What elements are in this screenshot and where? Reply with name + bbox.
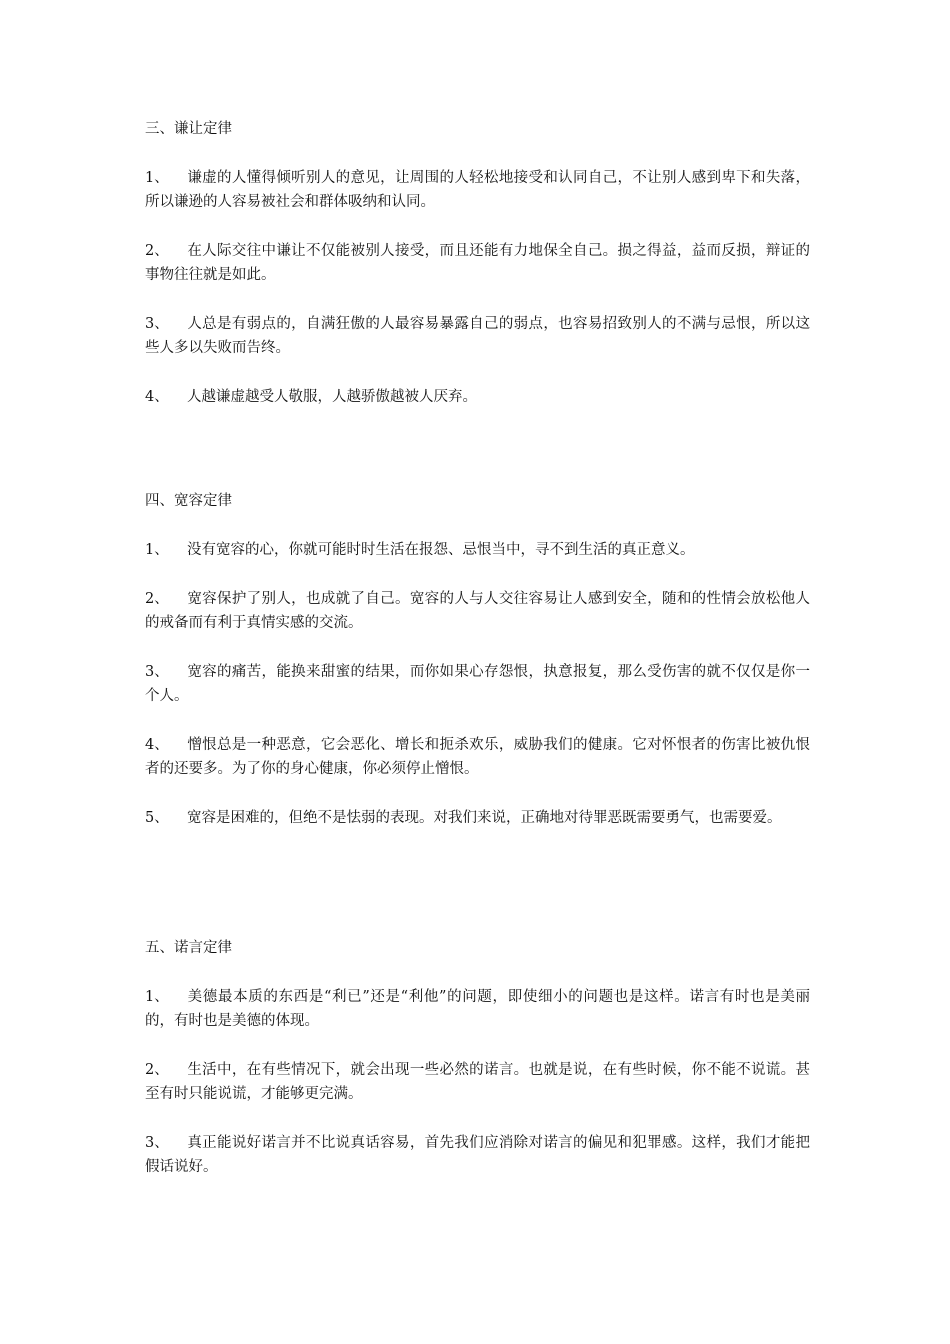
list-item xyxy=(145,587,810,635)
item-text: 宽容的痛苦，能换来甜蜜的结果，而你如果心存怨恨，执意报复，那么受伤害的就不仅仅是你一个人。 xyxy=(145,664,810,704)
list-item xyxy=(145,312,810,360)
item-text: 谦虚的人懂得倾听别人的意见，让周围的人轻松地接受和认同自己，不让别人感到卑下和失落，所以谦逊的人容易被社会和群体吸纳和认同。 xyxy=(145,170,810,210)
item-number: 5、 xyxy=(145,810,169,826)
item-text: 真正能说好诺言并不比说真话容易，首先我们应消除对诺言的偏见和犯罪感。这样，我们才能把假话说好。 xyxy=(145,1135,810,1175)
section-heading: 五、诺言定律 xyxy=(145,940,232,956)
section-heading: 三、谦让定律 xyxy=(145,121,232,137)
item-text: 憎恨总是一种恶意，它会恶化、增长和扼杀欢乐，威胁我们的健康。它对怀恨者的伤害比被仇恨者的还要多。为了你的身心健康，你必须停止憎恨。 xyxy=(145,737,810,777)
item-text: 没有宽容的心，你就可能时时生活在报怨、忌恨当中，寻不到生活的真正意义。 xyxy=(187,542,695,558)
item-text: 宽容是困难的，但绝不是怯弱的表现。对我们来说，正确地对待罪恶既需要勇气，也需要爱。 xyxy=(187,810,782,826)
section-humility xyxy=(145,117,810,434)
list-item xyxy=(145,1131,810,1179)
list-item xyxy=(145,806,810,830)
list-item xyxy=(145,1058,810,1106)
section-heading: 四、宽容定律 xyxy=(145,493,232,509)
item-text: 宽容保护了别人，也成就了自己。宽容的人与人交往容易让人感到安全，随和的性情会放松他人的戒备而有利于真情实感的交流。 xyxy=(145,591,810,631)
list-item xyxy=(145,733,810,781)
item-number: 4、 xyxy=(145,737,169,753)
list-item xyxy=(145,239,810,287)
list-item xyxy=(145,985,810,1033)
item-number: 1、 xyxy=(145,542,169,558)
item-number: 1、 xyxy=(145,170,169,186)
item-number: 2、 xyxy=(145,1062,169,1078)
section-promise xyxy=(145,936,810,1204)
list-item xyxy=(145,166,810,214)
section-tolerance xyxy=(145,489,810,855)
item-text: 人总是有弱点的，自满狂傲的人最容易暴露自己的弱点，也容易招致别人的不满与忌恨，所以这些人多以失败而告终。 xyxy=(145,316,810,356)
item-number: 2、 xyxy=(145,243,169,259)
item-number: 3、 xyxy=(145,316,169,332)
item-text: 生活中，在有些情况下，就会出现一些必然的诺言。也就是说，在有些时候，你不能不说谎。甚至有时只能说谎，才能够更完满。 xyxy=(145,1062,810,1102)
item-number: 3、 xyxy=(145,1135,169,1151)
list-item xyxy=(145,660,810,708)
item-number: 2、 xyxy=(145,591,169,607)
item-text: 美德最本质的东西是“利已”还是“利他”的问题，即使细小的问题也是这样。诺言有时也是美丽的，有时也是美德的体现。 xyxy=(145,989,810,1029)
item-number: 1、 xyxy=(145,989,169,1005)
item-text: 人越谦虚越受人敬服，人越骄傲越被人厌弃。 xyxy=(187,389,477,405)
item-number: 4、 xyxy=(145,389,169,405)
item-text: 在人际交往中谦让不仅能被别人接受，而且还能有力地保全自己。损之得益，益而反损，辩证的事物往往就是如此。 xyxy=(145,243,810,283)
list-item xyxy=(145,385,810,409)
list-item xyxy=(145,538,810,562)
item-number: 3、 xyxy=(145,664,169,680)
